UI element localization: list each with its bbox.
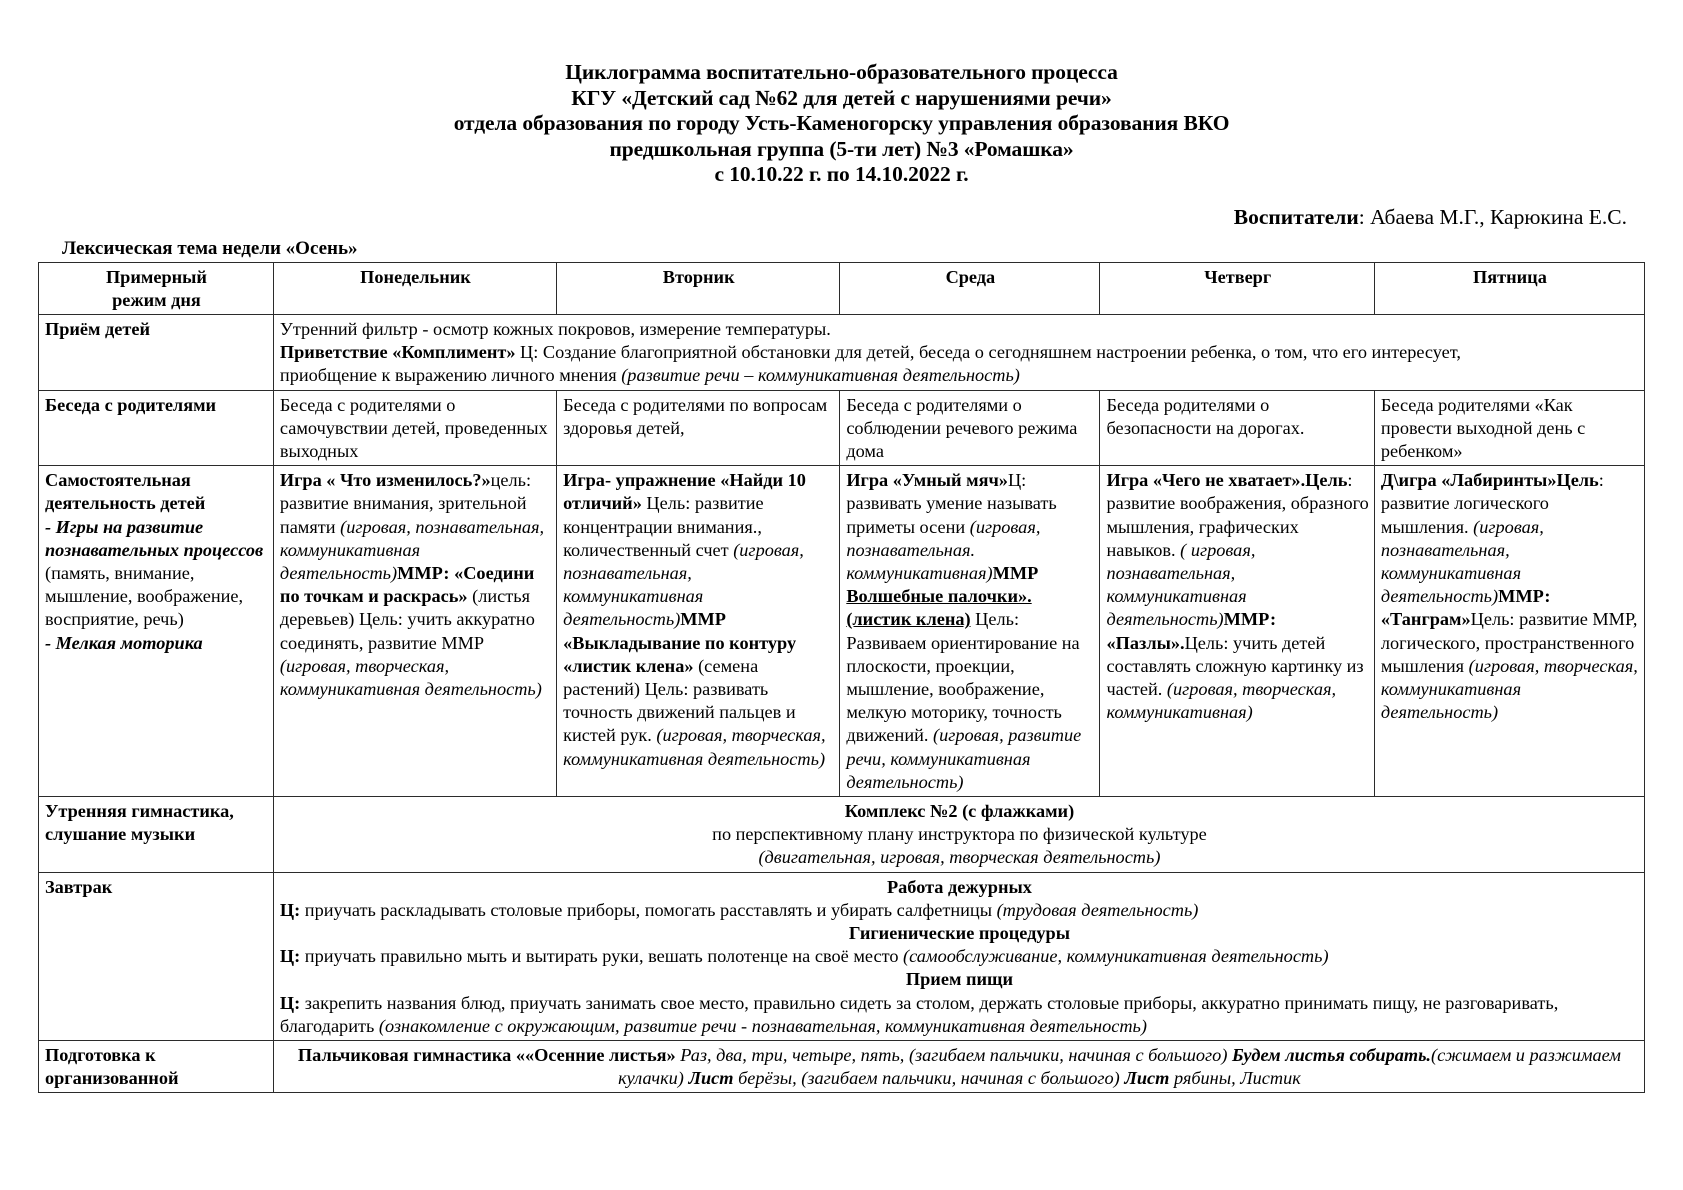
zavtrak-heading-1: Работа дежурных <box>887 876 1032 897</box>
samo-thu-goal-label: Цель <box>1305 470 1348 491</box>
zavtrak-text-3-prefix: Ц: <box>279 992 301 1013</box>
samo-thu-body2-italic: (игровая, творческая, коммуникативная) <box>1106 678 1337 723</box>
podgotovka-seg1: Пальчиковая гимнастика ««Осенние листья» <box>297 1045 676 1065</box>
gimnastika-label-line1: Утренняя гимнастика, <box>45 800 234 821</box>
cyclogram-table <box>38 262 1645 1094</box>
gimnastika-line1: Комплекс №2 (с флажками) <box>844 800 1075 821</box>
samo-wed-body1-italic: (игровая, познавательная. коммуникативная) <box>846 516 1041 583</box>
samo-fri-goal-label: Цель <box>1556 470 1599 491</box>
rowlabel-priem-detey: Приём детей <box>39 314 274 390</box>
title-line-4: предшкольная группа (5-ти лет) №3 «Ромашка» <box>609 136 1074 161</box>
samo-label-rest <box>45 516 268 632</box>
title-line-2: КГУ «Детский сад №62 для детей с нарушениями речи» <box>571 85 1112 110</box>
table-header-row <box>39 262 1645 314</box>
row-beseda-s-roditelyami <box>39 390 1645 466</box>
cell-beseda-friday: Беседа родителями «Как провести выходной день с ребенком» <box>1374 390 1644 466</box>
zavtrak-heading-3: Прием пищи <box>905 969 1013 990</box>
samo-mon-body2: (листья деревьев) Цель: учить аккуратно соединять, развитие ММР <box>279 586 535 653</box>
samo-tue-body1-italic: (игровая, познавательная, коммуникативная деятельность) <box>563 539 804 630</box>
podgotovka-text <box>280 1044 1639 1090</box>
teachers-label: Воспитатели <box>1233 204 1359 229</box>
samo-mon-title: Игра « Что изменилось?» <box>279 470 491 491</box>
zavtrak-text-3-body: закрепить названия блюд, приучать занимать свое место, правильно сидеть за столом, держать столовые приборы, аккуратно принимать пищу, не разговаривать, благодарить <box>279 992 1559 1036</box>
samo-mon-body1: цель: развитие внимания, зрительной памяти <box>279 470 532 537</box>
zavtrak-text-2 <box>280 945 1639 968</box>
cell-podgotovka <box>273 1041 1644 1093</box>
title-line-3: отдела образования по городу Усть-Каменогорску управления образования ВКО <box>453 111 1230 135</box>
priem-line-1: Утренний фильтр - осмотр кожных покровов, измерение температуры. <box>279 318 831 339</box>
cell-samo-monday <box>273 466 556 797</box>
rowlabel-samostoyatelnaya <box>39 466 274 797</box>
samo-fri-title2: ММР: «Танграм» <box>1380 586 1551 630</box>
zavtrak-text-2-italic: (самообслуживание, коммуникативная деятельность) <box>903 946 1329 967</box>
samo-tue-body2-italic: (игровая, творческая, коммуникативная деятельность) <box>563 725 826 769</box>
podgotovka-seg7: Лист <box>1124 1068 1174 1089</box>
rowlabel-zavtrak: Завтрак <box>39 872 274 1040</box>
teachers-line <box>38 205 1645 229</box>
samo-tue-body2: (семена растений) Цель: развивать точность движений пальцев и кистей рук. <box>563 655 796 746</box>
cell-samo-friday <box>1374 466 1644 797</box>
cell-samo-tuesday <box>557 466 840 797</box>
podgotovka-seg2: Раз, два, три, четыре, пять, (загибаем пальчики, начиная с большого) <box>675 1045 1232 1065</box>
samo-wed-body2-italic: (игровая, развитие речи, коммуникативная деятельность) <box>846 725 1082 792</box>
header-wednesday: Среда <box>840 262 1100 314</box>
podgotovka-label-line1: Подготовка к <box>45 1045 156 1065</box>
row-zavtrak <box>39 872 1645 1040</box>
samo-fri-body1-italic: (игровая, познавательная, коммуникативная деятельность) <box>1380 516 1544 607</box>
podgotovka-seg5: Лист <box>688 1068 739 1089</box>
gimnastika-line2: по перспективному плану инструктора по физической культуре <box>712 824 1207 845</box>
priem-line3-italic: (развитие речи – коммуникативная деятельность) <box>621 365 1020 386</box>
row-priem-detey <box>39 314 1645 390</box>
samo-label-italic-1: - Игры на развитие познавательных процессов <box>45 516 264 560</box>
cell-beseda-tuesday: Беседа с родителями по вопросам здоровья детей, <box>557 390 840 466</box>
zavtrak-text-1-italic: (трудовая деятельность) <box>996 899 1199 920</box>
zavtrak-text-3-italic: (ознакомление с окружающим, развитие речи - познавательная, коммуникативная деятельность) <box>378 1015 1147 1036</box>
samo-wed-mmr-label: ММР <box>992 562 1039 583</box>
header-monday: Понедельник <box>273 262 556 314</box>
title-line-1: Циклограмма воспитательно-образовательного процесса <box>565 60 1118 84</box>
samo-wed-block <box>846 469 1094 794</box>
header-regime-line1: Примерный <box>105 266 207 287</box>
samo-thu-body2: Цель: учить детей составлять сложную картинку из частей. <box>1106 632 1364 699</box>
cell-beseda-monday: Беседа с родителями о самочувствии детей, проведенных выходных <box>273 390 556 466</box>
samo-tue-title: Игра- упражнение «Найди 10 отличий» <box>563 470 806 514</box>
samo-tue-body1: Цель: развитие концентрации внимания., количественный счет <box>563 493 764 560</box>
header-thursday: Четверг <box>1100 262 1374 314</box>
podgotovka-label-line2: организованной <box>45 1068 179 1089</box>
lexical-theme: Лексическая тема недели «Осень» <box>62 237 358 259</box>
zavtrak-text-2-prefix: Ц: <box>279 946 301 967</box>
samo-wed-title2-underline: Волшебные палочки». (листик клена) <box>846 586 1032 630</box>
samo-thu-title: Игра «Чего не хватает». <box>1106 470 1306 491</box>
podgotovka-seg4: (сжимаем и разжимаем кулачки) <box>618 1045 1621 1089</box>
priem-greeting-bold: Приветствие «Комплимент» <box>279 342 516 363</box>
gimnastika-label-line2: слушание музыки <box>45 824 196 845</box>
header-friday: Пятница <box>1374 262 1644 314</box>
samo-thu-body1: : развитие воображения, образного мышления, графических навыков. <box>1106 470 1369 560</box>
gimnastika-line3: (двигательная, игровая, творческая деятельность) <box>758 847 1161 868</box>
rowlabel-gimnastika <box>39 796 274 872</box>
document-header <box>38 0 1645 188</box>
title-line-5: с 10.10.22 г. по 14.10.2022 г. <box>714 162 969 186</box>
header-regime-line2: режим дня <box>112 289 201 310</box>
podgotovka-seg8: рябины, Листик <box>1173 1068 1301 1089</box>
zavtrak-text-3 <box>280 992 1639 1038</box>
row-utrennyaya-gimnastika <box>39 796 1645 872</box>
teachers-value: : Абаева М.Г., Карюкина Е.С. <box>1358 204 1627 229</box>
priem-line-2 <box>280 341 1639 364</box>
rowlabel-beseda: Беседа с родителями <box>39 390 274 466</box>
zavtrak-text-1 <box>280 899 1639 922</box>
priem-greeting-rest: Ц: Создание благоприятной обстановки для детей, беседа о сегодняшнем настроении ребенка, о том, что его интересует, <box>515 342 1461 363</box>
samo-wed-title: Игра «Умный мяч» <box>846 470 1008 491</box>
rowlabel-podgotovka <box>39 1041 274 1093</box>
samo-fri-body2-italic: (игровая, творческая, коммуникативная деятельность) <box>1380 655 1638 723</box>
samo-wed-body2: Цель: Развиваем ориентирование на плоскости, проекции, мышление, воображение, мелкую моторику, точность движений. <box>846 609 1080 746</box>
samo-label-bold: Самостоятельная деятельность детей <box>45 470 206 514</box>
header-regime <box>39 262 274 314</box>
samo-fri-title: Д\игра «Лабиринты» <box>1380 470 1557 491</box>
podgotovka-seg6: берёзы, (загибаем пальчики, начиная с большого) <box>738 1068 1125 1089</box>
cell-samo-thursday <box>1100 466 1374 797</box>
row-samostoyatelnaya-deyatelnost <box>39 466 1645 797</box>
samo-label-plain: (память, внимание, мышление, воображение, восприятие, речь) <box>45 562 244 630</box>
samo-wed-body1: Ц: развивать умение называть приметы осени <box>846 470 1057 537</box>
samo-thu-body1-italic: ( игровая, познавательная, коммуникативная деятельность) <box>1106 539 1256 630</box>
samo-mon-body2-italic: (игровая, творческая, коммуникативная деятельность) <box>279 655 542 699</box>
samo-label-italic-2: - Мелкая моторика <box>45 632 203 653</box>
zavtrak-text-1-body: приучать раскладывать столовые приборы, помогать расставлять и убирать салфетницы <box>300 899 997 920</box>
cell-beseda-wednesday: Беседа с родителями о соблюдении речевого режима дома <box>840 390 1100 466</box>
samo-mon-title2: ММР: «Соедини по точкам и раскрась» <box>279 562 535 607</box>
podgotovka-seg3: Будем листья собирать. <box>1231 1045 1431 1065</box>
cell-priem-detey <box>273 314 1644 390</box>
samo-fri-body2: Цель: развитие ММР, логического, пространственного мышления <box>1380 609 1638 676</box>
cell-zavtrak <box>273 872 1644 1040</box>
samo-mon-body1-italic: (игровая, познавательная, коммуникативная деятельность) <box>279 516 545 583</box>
row-podgotovka <box>39 1041 1645 1093</box>
header-tuesday: Вторник <box>557 262 840 314</box>
samo-mon-block <box>280 469 551 701</box>
cell-samo-wednesday <box>840 466 1100 797</box>
zavtrak-text-1-prefix: Ц: <box>279 899 301 920</box>
cell-gimnastika <box>273 796 1644 872</box>
cell-beseda-thursday: Беседа родителями о безопасности на дорогах. <box>1100 390 1374 466</box>
priem-line-3 <box>280 364 1639 387</box>
samo-fri-body1: : развитие логического мышления. <box>1380 470 1604 537</box>
zavtrak-text-2-body: приучать правильно мыть и вытирать руки, вешать полотенце на своё место <box>300 946 904 967</box>
samo-tue-block <box>563 469 834 771</box>
samo-fri-block <box>1381 469 1639 724</box>
zavtrak-heading-2: Гигиенические процедуры <box>848 922 1070 943</box>
samo-thu-title2: ММР: «Пазлы». <box>1106 609 1277 653</box>
samo-thu-block <box>1106 469 1368 724</box>
samo-tue-title2: ММР «Выкладывание по контуру «листик клена» <box>563 609 797 676</box>
priem-line3-plain: приобщение к выражению личного мнения <box>279 365 622 386</box>
